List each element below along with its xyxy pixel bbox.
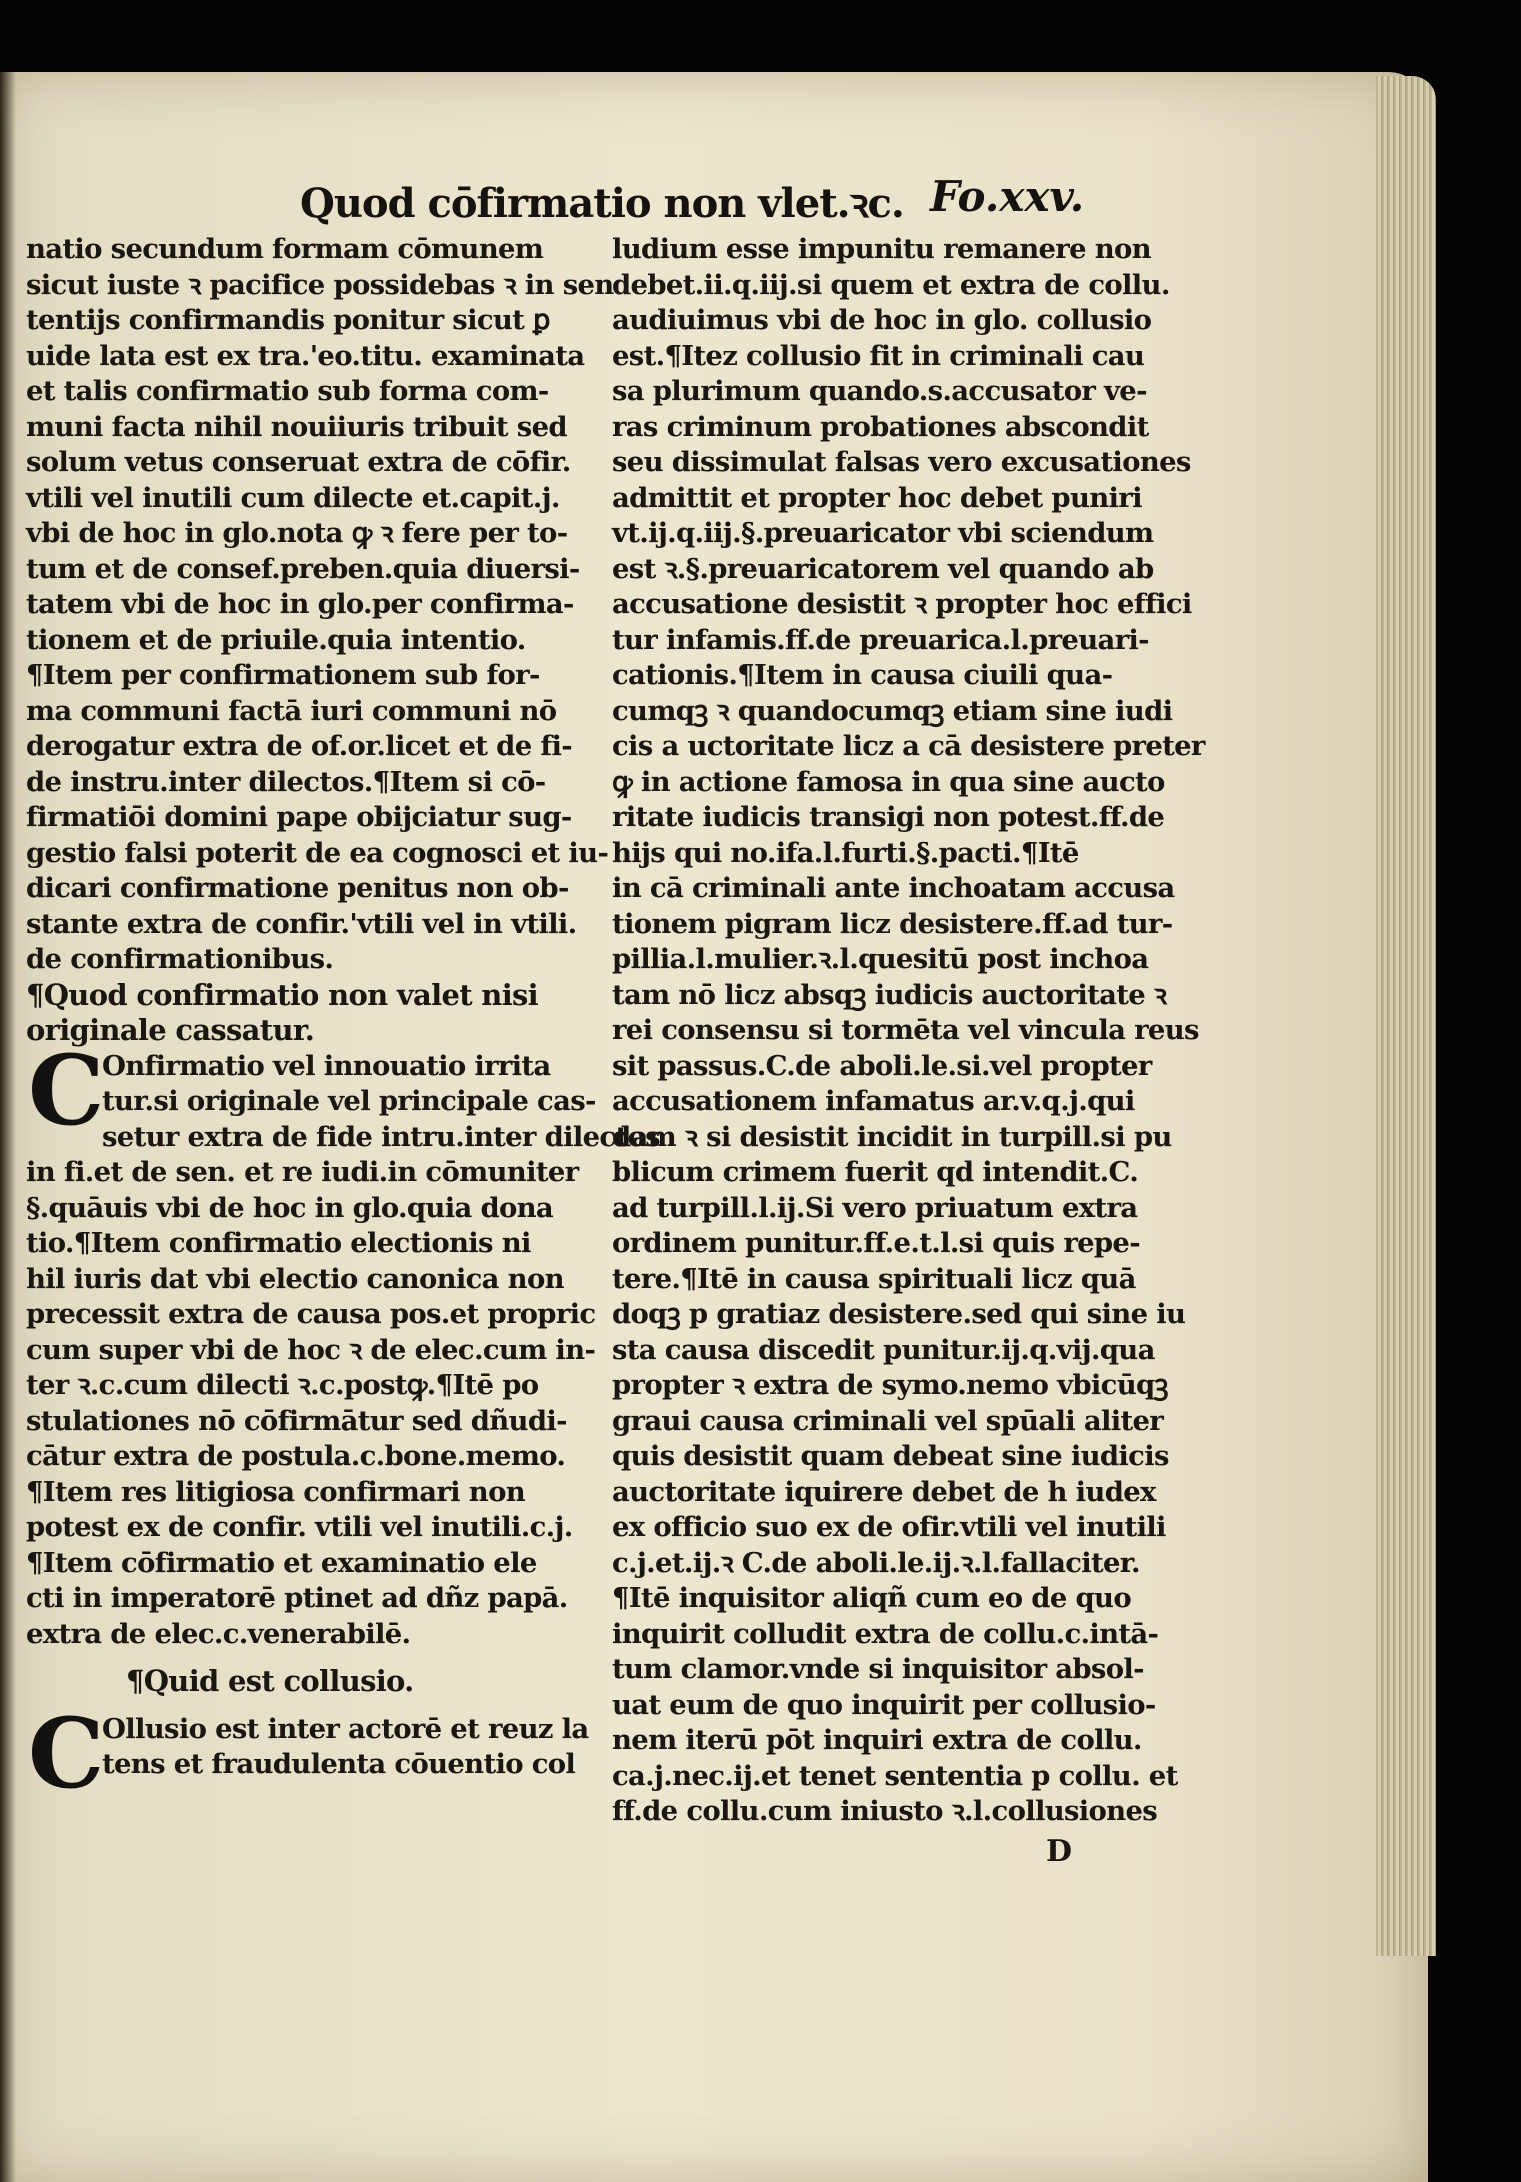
text-line: dam ꝛ si desistit incidit in turpill.si pu xyxy=(612,1120,1172,1153)
spacer xyxy=(26,1700,596,1712)
text-line: et talis confirmatio sub forma com- xyxy=(26,375,549,407)
text-line: accusationem infamatus ar.v.q.j.qui xyxy=(612,1085,1135,1117)
text-line: auctoritate iquirere debet de h iudex xyxy=(612,1475,1156,1508)
drop-cap-initial: C xyxy=(28,1033,104,1147)
text-line: admittit et propter hoc debet puniri xyxy=(612,481,1142,514)
text-line: stante extra de confir.'vtili vel in vtili. xyxy=(26,907,577,940)
text-line: Onfirmatio vel innouatio irrita xyxy=(102,1049,551,1082)
text-line: muni facta nihil nouiiuris tribuit sed xyxy=(26,410,567,443)
text-line: debet.ii.q.iij.si quem et extra de collu. xyxy=(612,268,1170,301)
text-line: gestio falsi poterit de ea cognosci et iu- xyxy=(26,836,609,869)
text-line: accusatione desistit ꝛ propter hoc effici xyxy=(612,588,1192,620)
text-line: hil iuris dat vbi electio canonica non xyxy=(26,1262,564,1295)
text-line: firmatiōi domini pape obijciatur sug- xyxy=(26,801,572,833)
text-line: inquirit colludit extra de collu.c.intā- xyxy=(612,1617,1159,1650)
text-line: sa plurimum quando.s.accusator ve- xyxy=(612,375,1147,407)
text-line: tentijs confirmandis ponitur sicut ꝑ xyxy=(26,304,550,336)
text-line: sit passus.C.de aboli.le.si.vel propter xyxy=(612,1049,1152,1082)
spacer xyxy=(26,1652,596,1664)
text-line: ludium esse impunitu remanere non xyxy=(612,233,1151,265)
text-line: uat eum de quo inquirit per collusio- xyxy=(612,1688,1156,1721)
text-line: ritate iudicis transigi non potest.ff.de xyxy=(612,801,1165,833)
right-column xyxy=(612,232,1205,1830)
text-line: sta causa discedit punitur.ij.q.vij.qua xyxy=(612,1333,1155,1366)
text-line: audiuimus vbi de hoc in glo. collusio xyxy=(612,304,1152,336)
text-line: blicum crimem fuerit qd intendit.C. xyxy=(612,1156,1139,1188)
text-line: tur.si originale vel principale cas- xyxy=(102,1085,596,1117)
text-line: ꝙ in actione famosa in qua sine aucto xyxy=(612,765,1165,798)
text-line: tur infamis.ff.de preuarica.l.preuari- xyxy=(612,623,1149,656)
text-line: ex officio suo ex de ofir.vtili vel inutili xyxy=(612,1511,1166,1543)
text-line: cātur extra de postula.c.bone.memo. xyxy=(26,1440,566,1472)
text-line: ¶Item res litigiosa confirmari non xyxy=(26,1475,526,1508)
left-column xyxy=(26,232,660,1810)
text-line: propter ꝛ extra de symo.nemo vbicūqꝫ xyxy=(612,1369,1168,1401)
text-line: in fi.et de sen. et re iudi.in cōmuniter xyxy=(26,1156,579,1188)
text-line: nem iterū pōt inquiri extra de collu. xyxy=(612,1724,1142,1756)
text-line: stulationes nō cōfirmātur sed dñudi- xyxy=(26,1404,567,1437)
text-line: tio.¶Item confirmatio electionis ni xyxy=(26,1227,531,1259)
text-line: sicut iuste ꝛ pacifice possidebas ꝛ in sen xyxy=(26,268,614,301)
text-line: tens et fraudulenta cōuentio col xyxy=(102,1748,576,1780)
text-line: vt.ij.q.iij.§.preuaricator vbi sciendum xyxy=(612,517,1154,549)
text-line: ter ꝛ.c.cum dilecti ꝛ.c.postꝙ.¶Itē po xyxy=(26,1369,539,1401)
text-line: cis a uctoritate licz a cā desistere preter xyxy=(612,730,1205,762)
folio-number: Fo.xxv. xyxy=(930,172,1085,221)
text-line: precessit extra de causa pos.et propric xyxy=(26,1298,596,1330)
text-line: Ollusio est inter actorē et reuz la xyxy=(102,1712,589,1745)
text-line: ca.j.nec.ij.et tenet sententia p collu. et xyxy=(612,1759,1178,1792)
text-line: ff.de collu.cum iniusto ꝛ.l.collusiones xyxy=(612,1795,1158,1827)
text-line: c.j.et.ij.ꝛ C.de aboli.le.ij.ꝛ.l.fallaciter. xyxy=(612,1546,1140,1579)
text-line: ras criminum probationes abscondit xyxy=(612,410,1149,443)
text-line: rei consensu si tormēta vel vincula reus xyxy=(612,1014,1199,1046)
text-line: ad turpill.l.ij.Si vero priuatum extra xyxy=(612,1191,1138,1224)
text-line: ma communi factā iuri communi nō xyxy=(26,694,557,727)
text-line: tatem vbi de hoc in glo.per confirma- xyxy=(26,588,574,620)
running-title: Quod cōfirmatio non vlet.ꝛc. xyxy=(300,180,904,227)
text-line: in cā criminali ante inchoatam accusa xyxy=(612,872,1175,904)
page-header xyxy=(300,168,1100,232)
signature-mark: D xyxy=(1046,1834,1073,1869)
section-heading: ¶Quod confirmatio non valet nisi xyxy=(26,977,538,1012)
text-line: tum et de consef.preben.quia diuersi- xyxy=(26,552,580,585)
text-line: pillia.l.mulier.ꝛ.l.quesitū post inchoa xyxy=(612,943,1149,975)
text-line: tionem et de priuile.quia intentio. xyxy=(26,623,526,656)
text-line: graui causa criminali vel spūali aliter xyxy=(612,1404,1164,1437)
text-line: uide lata est ex tra.'eo.titu. examinata xyxy=(26,339,585,372)
text-line: solum vetus conseruat extra de cōfir. xyxy=(26,446,571,478)
text-line: cum super vbi de hoc ꝛ de elec.cum in- xyxy=(26,1333,596,1366)
text-line: potest ex de confir. vtili vel inutili.c.j. xyxy=(26,1511,573,1543)
text-line: tam nō licz absqꝫ iudicis auctoritate ꝛ xyxy=(612,978,1167,1011)
text-line: ordinem punitur.ff.e.t.l.si quis repe- xyxy=(612,1227,1140,1259)
text-line: vtili vel inutili cum dilecte et.capit.j. xyxy=(26,481,560,514)
text-line: ¶Item per confirmationem sub for- xyxy=(26,659,540,691)
text-line: cationis.¶Item in causa ciuili qua- xyxy=(612,659,1113,691)
text-line: est ꝛ.§.preuaricatorem vel quando ab xyxy=(612,552,1154,585)
text-line: cti in imperatorē ptinet ad dñz papā. xyxy=(26,1582,568,1614)
text-line: de confirmationibus. xyxy=(26,943,334,975)
drop-cap-initial: C xyxy=(28,1696,104,1810)
text-line: doqꝫ p gratiaz desistere.sed qui sine iu xyxy=(612,1298,1186,1330)
text-line: de instru.inter dilectos.¶Item si cō- xyxy=(26,765,546,798)
text-line: §.quāuis vbi de hoc in glo.quia dona xyxy=(26,1191,554,1224)
text-line: ¶Item cōfirmatio et examinatio ele xyxy=(26,1546,537,1579)
section-heading: originale cassatur. xyxy=(26,1013,315,1047)
text-line: tere.¶Itē in causa spirituali licz quā xyxy=(612,1262,1136,1295)
text-line: quis desistit quam debeat sine iudicis xyxy=(612,1440,1169,1472)
text-line: tionem pigram licz desistere.ff.ad tur- xyxy=(612,907,1173,940)
section-heading: ¶Quid est collusio. xyxy=(126,1664,414,1698)
text-line: est.¶Itez collusio fit in criminali cau xyxy=(612,339,1145,372)
text-line: extra de elec.c.venerabilē. xyxy=(26,1617,411,1650)
text-line: dicari confirmatione penitus non ob- xyxy=(26,872,569,904)
text-line: seu dissimulat falsas vero excusationes xyxy=(612,446,1191,478)
text-line: derogatur extra de of.or.licet et de fi- xyxy=(26,730,572,762)
text-line: tum clamor.vnde si inquisitor absol- xyxy=(612,1653,1144,1685)
text-line: setur extra de fide intru.inter dilectos xyxy=(102,1120,660,1153)
text-line: cumqꝫ ꝛ quandocumqꝫ etiam sine iudi xyxy=(612,694,1173,727)
text-line: vbi de hoc in glo.nota ꝙ ꝛ fere per to- xyxy=(26,517,568,549)
text-line: ¶Itē inquisitor aliqñ cum eo de quo xyxy=(612,1582,1131,1614)
text-line: natio secundum formam cōmunem xyxy=(26,233,544,265)
text-line: hijs qui no.ifa.l.furti.§.pacti.¶Itē xyxy=(612,836,1079,869)
